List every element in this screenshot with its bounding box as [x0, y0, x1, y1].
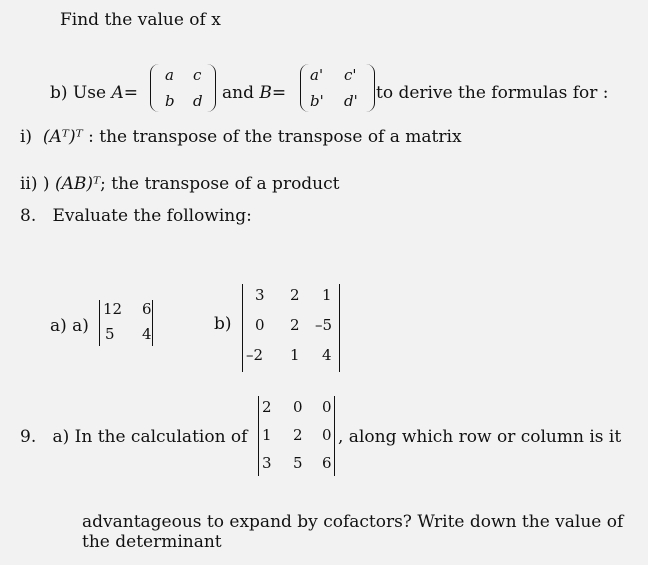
heading: Find the value of x	[60, 10, 221, 30]
question-9-continuation-2: the determinant	[82, 532, 222, 552]
matrix-b-cell: d'	[344, 92, 358, 110]
det-9-cell: 1	[262, 426, 272, 444]
matrix-b-right-paren	[366, 64, 375, 112]
item-ii: ii) ) (AB)ᵀ; the transpose of a product	[20, 174, 340, 194]
det-b-cell: –5	[315, 316, 333, 334]
det-a-cell: 6	[142, 300, 152, 318]
matrix-a-left-paren	[150, 64, 159, 112]
item-i: i) (Aᵀ)ᵀ : the transpose of the transpose of a matrix	[20, 127, 462, 147]
det-a-right-bar	[152, 300, 153, 346]
question-9-continuation-1: advantageous to expand by cofactors? Write down the value of	[82, 512, 624, 532]
det-b-cell: 2	[290, 286, 300, 304]
matrix-b-cell: a'	[310, 66, 324, 84]
part-b-tail: to derive the formulas for :	[376, 83, 609, 103]
det-9-right-bar	[334, 396, 335, 476]
det-b-cell: 1	[290, 346, 300, 364]
question-8: 8. Evaluate the following:	[20, 206, 252, 226]
matrix-a-cell: b	[165, 92, 175, 110]
matrix-b-cell: c'	[344, 66, 357, 84]
det-b-cell: –2	[246, 346, 264, 364]
det-9-cell: 0	[293, 398, 303, 416]
det-9-cell: 2	[262, 398, 272, 416]
matrix-a-right-paren	[207, 64, 216, 112]
det-b-cell: 3	[255, 286, 265, 304]
matrix-b-cell: b'	[310, 92, 324, 110]
q8b-label: b)	[214, 314, 232, 334]
det-a-left-bar	[99, 300, 100, 346]
question-9-lead: 9. a) In the calculation of	[20, 427, 248, 447]
matrix-b-left-paren	[300, 64, 309, 112]
matrix-a-cell: a	[165, 66, 174, 84]
det-a-cell: 4	[142, 325, 152, 343]
part-b-and: and B=	[222, 83, 287, 103]
matrix-a-cell: d	[193, 92, 203, 110]
det-b-left-bar	[242, 284, 243, 372]
det-9-cell: 2	[293, 426, 303, 444]
det-9-cell: 0	[322, 426, 332, 444]
det-b-cell: 4	[322, 346, 332, 364]
det-9-cell: 3	[262, 454, 272, 472]
det-a-cell: 12	[103, 300, 123, 318]
det-9-cell: 0	[322, 398, 332, 416]
det-b-right-bar	[339, 284, 340, 372]
det-9-left-bar	[258, 396, 259, 476]
det-a-cell: 5	[105, 325, 115, 343]
q8a-label: a) a)	[50, 316, 89, 336]
det-9-cell: 5	[293, 454, 303, 472]
question-9-tail: , along which row or column is it	[338, 427, 622, 447]
det-b-cell: 1	[322, 286, 332, 304]
matrix-a-cell: c	[193, 66, 202, 84]
det-b-cell: 2	[290, 316, 300, 334]
part-b-lead: b) Use A=	[50, 83, 138, 103]
det-b-cell: 0	[255, 316, 265, 334]
det-9-cell: 6	[322, 454, 332, 472]
